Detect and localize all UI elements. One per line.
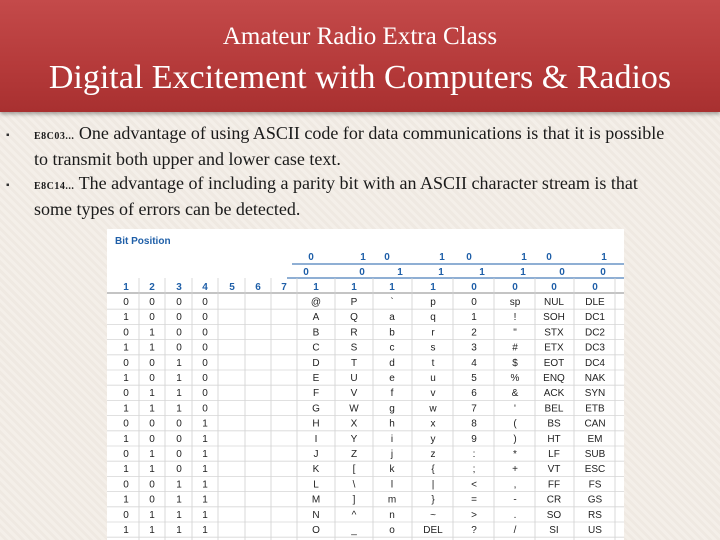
ascii-char: J (313, 449, 319, 460)
ascii-char: SO (546, 509, 562, 521)
ascii-char: ^ (351, 509, 357, 521)
header-bit-value: 1 (438, 267, 444, 278)
row-bit-value: 1 (149, 327, 155, 339)
ascii-char: 7 (471, 403, 477, 415)
row-bit-value: 0 (202, 357, 208, 369)
ascii-char: DC4 (584, 357, 606, 369)
row-bit-value: 0 (202, 373, 208, 384)
ascii-char: } (431, 494, 435, 506)
ascii-char: N (312, 509, 320, 521)
row-bit-value: 1 (176, 494, 182, 506)
header-bit-value: 0 (592, 282, 598, 293)
row-bit-value: 0 (149, 357, 155, 369)
ascii-char: FF (547, 479, 561, 491)
row-bit-value: 1 (149, 342, 155, 354)
question-code: E8C14... (34, 181, 75, 192)
ascii-char: / (513, 525, 517, 536)
ascii-char: 6 (471, 388, 477, 400)
row-bit-value: 0 (149, 297, 155, 308)
ascii-char: B (312, 327, 320, 339)
row-bit-value: 0 (202, 388, 208, 400)
row-bit-value: 0 (202, 312, 208, 324)
header-bit-value: 0 (303, 267, 309, 278)
header-bit-value: 1 (479, 267, 485, 278)
ascii-char: EM (587, 433, 603, 445)
ascii-char: f (390, 388, 394, 400)
header-bit-value: 0 (551, 282, 557, 293)
ascii-char: % (510, 373, 520, 384)
ascii-char: c (389, 342, 395, 354)
ascii-char: F (312, 388, 320, 400)
header-bit-value: 1 (520, 267, 526, 278)
row-bit-value: 1 (202, 433, 208, 445)
header-bit-value: 1 (430, 282, 436, 293)
ascii-char: EOT (543, 357, 565, 369)
ascii-char: W (349, 403, 359, 415)
row-bit-value: 1 (202, 418, 208, 430)
ascii-char: SUB (584, 449, 606, 460)
ascii-char: > (471, 509, 477, 521)
row-bit-value: 1 (123, 373, 129, 384)
ascii-char: DC3 (584, 342, 606, 354)
bullet-item (0, 122, 720, 170)
ascii-char: d (389, 357, 395, 369)
ascii-char: | (431, 479, 435, 491)
ascii-char: < (471, 479, 477, 491)
row-bit-value: 0 (123, 418, 129, 430)
row-bit-value: 1 (149, 525, 155, 536)
header-bit-value: 1 (397, 267, 403, 278)
ascii-char: C (312, 342, 320, 354)
header-bit-value: 0 (466, 252, 472, 263)
ascii-char: = (471, 494, 477, 506)
header-bit-value: 1 (439, 252, 445, 263)
ascii-table-graphic (107, 229, 624, 540)
slide-subtitle: Amateur Radio Extra Class (222, 23, 498, 50)
ascii-char: w (429, 403, 437, 415)
row-bit-value: 0 (176, 464, 182, 476)
row-bit-value: 0 (149, 418, 155, 430)
ascii-char: VT (547, 464, 561, 476)
ascii-char: O (312, 525, 320, 536)
row-bit-value: 0 (176, 449, 182, 460)
row-bit-value: 0 (176, 327, 182, 339)
row-bit-value: 1 (123, 464, 129, 476)
ascii-char: p (430, 297, 436, 308)
ascii-char: ~ (430, 509, 436, 521)
row-bit-value: 1 (202, 525, 208, 536)
bullet-text: One advantage of using ASCII code for data communications is that it is possible to transmit both upper and lower case text. (34, 123, 665, 169)
ascii-char: q (430, 312, 436, 324)
header-bit-value: 0 (559, 267, 565, 278)
ascii-char: R (350, 327, 358, 339)
ascii-char: X (350, 418, 358, 430)
ascii-char: DLE (585, 297, 605, 308)
ascii-char: . (513, 509, 517, 521)
ascii-char: T (350, 357, 358, 369)
ascii-char: 2 (471, 327, 477, 339)
row-bit-value: 1 (202, 479, 208, 491)
ascii-char: A (312, 312, 320, 324)
row-bit-value: 0 (202, 342, 208, 354)
row-bit-value: 1 (176, 525, 182, 536)
header-bit-value: 1 (351, 282, 357, 293)
header-bit-value: 1 (360, 252, 366, 263)
bullet-text: The advantage of including a parity bit with an ASCII character stream is that some types of errors can be detected. (34, 173, 638, 219)
row-bit-value: 1 (123, 525, 129, 536)
ascii-char: ( (513, 418, 517, 430)
ascii-char: r (431, 327, 435, 339)
row-bit-value: 0 (149, 494, 155, 506)
ascii-char: e (389, 373, 395, 384)
ascii-char: RS (588, 509, 602, 521)
bullet-list (0, 122, 720, 222)
ascii-char: # (512, 342, 518, 354)
header-bit-value: 1 (521, 252, 527, 263)
ascii-char: NUL (543, 297, 565, 308)
ascii-char: Q (350, 312, 358, 324)
ascii-char: P (350, 297, 358, 308)
ascii-char: ! (513, 312, 517, 324)
ascii-char: t (431, 357, 435, 369)
bit-label: 5 (229, 282, 235, 293)
ascii-char: 3 (471, 342, 477, 354)
ascii-char: E (312, 373, 320, 384)
ascii-char: : (472, 449, 476, 460)
ascii-char: ? (471, 525, 477, 536)
ascii-char: ) (513, 433, 517, 445)
row-bit-value: 0 (176, 433, 182, 445)
ascii-char: DEL (423, 525, 443, 536)
ascii-char: o (389, 525, 395, 536)
row-bit-value: 1 (149, 388, 155, 400)
row-bit-value: 1 (202, 494, 208, 506)
header-bit-value: 1 (313, 282, 319, 293)
ascii-char: g (389, 403, 395, 415)
ascii-char: sp (509, 297, 521, 308)
ascii-char: US (588, 525, 602, 536)
ascii-char: LF (548, 449, 560, 460)
ascii-char: 1 (471, 312, 477, 324)
ascii-char: - (513, 494, 517, 506)
ascii-char: x (430, 418, 436, 430)
header-bit-value: 0 (359, 267, 365, 278)
ascii-char: CR (546, 494, 562, 506)
header-bit-value: 0 (308, 252, 314, 263)
ascii-char: K (312, 464, 320, 476)
bit-label: 1 (123, 282, 129, 293)
ascii-char: j (390, 449, 394, 460)
row-bit-value: 0 (176, 312, 182, 324)
bit-label: 6 (255, 282, 261, 293)
row-bit-value: 0 (123, 297, 129, 308)
row-bit-value: 1 (202, 449, 208, 460)
ascii-code-table (107, 229, 624, 540)
row-bit-value: 1 (149, 464, 155, 476)
ascii-char: " (513, 327, 517, 339)
row-bit-value: 1 (202, 464, 208, 476)
row-bit-value: 0 (123, 479, 129, 491)
row-bit-value: 0 (176, 297, 182, 308)
header-bit-value: 0 (546, 252, 552, 263)
bullet-marker-icon: ▪ (6, 130, 10, 141)
ascii-char: z (430, 449, 436, 460)
ascii-char: FS (588, 479, 602, 491)
ascii-char: ` (390, 297, 394, 308)
row-bit-value: 1 (176, 388, 182, 400)
ascii-char: L (313, 479, 319, 491)
ascii-char: a (389, 312, 395, 324)
row-bit-value: 0 (149, 373, 155, 384)
ascii-char: 0 (471, 297, 477, 308)
ascii-char: 5 (471, 373, 477, 384)
row-bit-value: 0 (123, 509, 129, 521)
row-bit-value: 0 (123, 357, 129, 369)
bit-label: 3 (176, 282, 182, 293)
row-bit-value: 1 (176, 403, 182, 415)
ascii-char: h (389, 418, 395, 430)
ascii-char: S (350, 342, 358, 354)
ascii-char: 8 (471, 418, 477, 430)
header-bit-value: 0 (471, 282, 477, 293)
ascii-char: M (311, 494, 321, 506)
bullet-item (0, 172, 720, 220)
ascii-char: SI (549, 525, 559, 536)
row-bit-value: 1 (123, 403, 129, 415)
ascii-char: n (389, 509, 395, 521)
header-bit-value: 0 (600, 267, 606, 278)
row-bit-value: 0 (202, 297, 208, 308)
ascii-char: l (390, 479, 394, 491)
ascii-char: $ (512, 357, 518, 369)
header-bit-value: 0 (384, 252, 390, 263)
ascii-char: _ (351, 525, 357, 536)
ascii-char: + (512, 464, 518, 476)
question-code: E8C03... (34, 131, 75, 142)
ascii-char: NAK (584, 373, 606, 384)
ascii-char: DC1 (584, 312, 606, 324)
ascii-char: y (430, 433, 436, 445)
ascii-char: ESC (584, 464, 606, 476)
ascii-char: , (513, 479, 517, 491)
row-bit-value: 0 (202, 327, 208, 339)
header-bit-value: 1 (601, 252, 607, 263)
ascii-char: s (430, 342, 436, 354)
bullet-marker-icon: ▪ (6, 180, 10, 191)
ascii-char: STX (544, 327, 564, 339)
ascii-char: Z (350, 449, 358, 460)
ascii-char: DC2 (584, 327, 606, 339)
ascii-char: 4 (471, 357, 477, 369)
row-bit-value: 1 (176, 357, 182, 369)
ascii-char: HT (547, 433, 561, 445)
ascii-char: ; (472, 464, 476, 476)
ascii-char: u (430, 373, 436, 384)
row-bit-value: 0 (123, 388, 129, 400)
ascii-char: I (314, 433, 318, 445)
row-bit-value: 1 (149, 449, 155, 460)
ascii-char: \ (352, 479, 356, 491)
row-bit-value: 0 (123, 449, 129, 460)
ascii-char: [ (352, 464, 356, 476)
ascii-char: U (350, 373, 358, 384)
row-bit-value: 0 (176, 342, 182, 354)
row-bit-value: 1 (176, 509, 182, 521)
slide-title: Digital Excitement with Computers & Radios (48, 59, 672, 96)
ascii-char: ] (352, 494, 356, 506)
row-bit-value: 1 (149, 509, 155, 521)
ascii-char: SOH (543, 312, 565, 324)
row-bit-value: 0 (149, 479, 155, 491)
row-bit-value: 1 (149, 403, 155, 415)
ascii-char: b (389, 327, 395, 339)
bit-label: 2 (149, 282, 155, 293)
row-bit-value: 0 (149, 433, 155, 445)
header-bit-value: 0 (512, 282, 518, 293)
row-bit-value: 1 (176, 373, 182, 384)
ascii-char: @ (310, 297, 322, 308)
bit-label: 4 (202, 282, 208, 293)
row-bit-value: 0 (149, 312, 155, 324)
row-bit-value: 0 (123, 327, 129, 339)
row-bit-value: 1 (123, 312, 129, 324)
ascii-char: ' (514, 403, 516, 415)
ascii-char: { (431, 464, 435, 476)
ascii-char: D (312, 357, 320, 369)
ascii-char: v (430, 388, 436, 400)
table-caption: Bit Position (115, 236, 171, 247)
ascii-char: BS (547, 418, 561, 430)
ascii-char: ETX (544, 342, 564, 354)
ascii-char: Y (350, 433, 358, 445)
row-bit-value: 1 (123, 342, 129, 354)
ascii-char: m (387, 494, 397, 506)
header-bit-value: 1 (389, 282, 395, 293)
title-banner (0, 0, 720, 112)
ascii-char: & (511, 388, 519, 400)
row-bit-value: 0 (176, 418, 182, 430)
row-bit-value: 1 (123, 494, 129, 506)
ascii-char: CAN (584, 418, 606, 430)
ascii-char: V (350, 388, 358, 400)
ascii-char: G (312, 403, 320, 415)
ascii-char: H (312, 418, 320, 430)
ascii-char: GS (587, 494, 603, 506)
bit-label: 7 (281, 282, 287, 293)
ascii-char: k (389, 464, 395, 476)
ascii-char: ETB (585, 403, 605, 415)
ascii-char: SYN (584, 388, 606, 400)
ascii-char: BEL (544, 403, 564, 415)
ascii-char: * (513, 449, 517, 460)
row-bit-value: 1 (123, 433, 129, 445)
ascii-char: i (390, 433, 394, 445)
row-bit-value: 1 (176, 479, 182, 491)
ascii-char: ACK (543, 388, 565, 400)
row-bit-value: 0 (202, 403, 208, 415)
ascii-char: 9 (471, 433, 477, 445)
ascii-char: ENQ (543, 373, 565, 384)
row-bit-value: 1 (202, 509, 208, 521)
